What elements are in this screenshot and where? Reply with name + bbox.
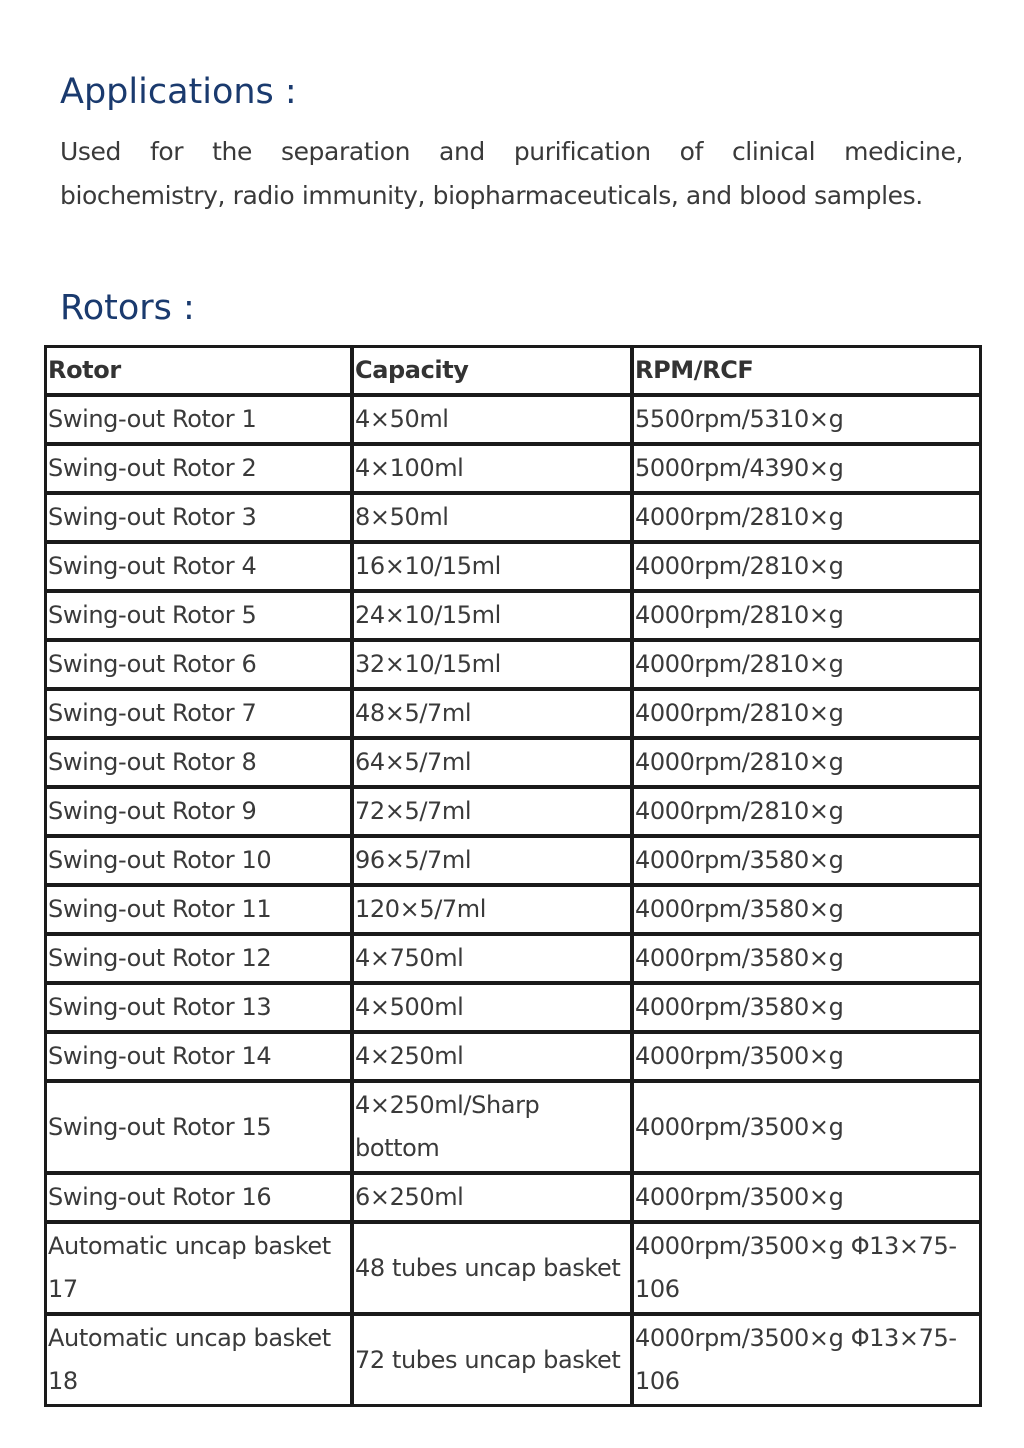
capacity-cell: 8×50ml [353, 494, 633, 543]
rpm-rcf-cell: 5000rpm/4390×g [633, 445, 982, 494]
capacity-cell: 120×5/7ml [353, 886, 633, 935]
capacity-cell: 4×100ml [353, 445, 633, 494]
rotor-cell: Swing-out Rotor 3 [46, 494, 353, 543]
capacity-cell: 4×50ml [353, 396, 633, 445]
rotor-cell: Swing-out Rotor 6 [46, 641, 353, 690]
capacity-cell: 96×5/7ml [353, 837, 633, 886]
rotor-cell: Swing-out Rotor 2 [46, 445, 353, 494]
rotor-cell: Swing-out Rotor 4 [46, 543, 353, 592]
capacity-cell: 4×500ml [353, 984, 633, 1033]
rpm-rcf-cell: 4000rpm/3500×g [633, 1082, 982, 1174]
rotor-cell: Swing-out Rotor 16 [46, 1174, 353, 1223]
capacity-cell: 6×250ml [353, 1174, 633, 1223]
capacity-cell: 48×5/7ml [353, 690, 633, 739]
applications-heading: Applications : [60, 72, 297, 112]
column-header-rpm-rcf: RPM/RCF [633, 347, 982, 396]
rotor-cell: Automatic uncap basket 18 [46, 1315, 353, 1407]
rpm-rcf-cell: 4000rpm/2810×g [633, 494, 982, 543]
rotor-cell: Automatic uncap basket 17 [46, 1223, 353, 1315]
capacity-cell: 72×5/7ml [353, 788, 633, 837]
rpm-rcf-cell: 4000rpm/2810×g [633, 592, 982, 641]
table-row [46, 886, 982, 935]
rpm-rcf-cell: 4000rpm/3500×g Φ13×75-106 [633, 1315, 982, 1407]
rotors-table [44, 345, 982, 1407]
column-header-rotor: Rotor [46, 347, 353, 396]
table-header-row [46, 347, 982, 396]
table-row [46, 935, 982, 984]
rotor-cell: Swing-out Rotor 14 [46, 1033, 353, 1082]
rpm-rcf-cell: 4000rpm/2810×g [633, 690, 982, 739]
rotor-cell: Swing-out Rotor 15 [46, 1082, 353, 1174]
rpm-rcf-cell: 4000rpm/2810×g [633, 788, 982, 837]
table-row [46, 1033, 982, 1082]
rpm-rcf-cell: 4000rpm/3580×g [633, 984, 982, 1033]
rotors-heading: Rotors : [60, 288, 195, 328]
column-header-capacity: Capacity [353, 347, 633, 396]
table-row [46, 1315, 982, 1407]
capacity-cell: 32×10/15ml [353, 641, 633, 690]
rpm-rcf-cell: 4000rpm/2810×g [633, 641, 982, 690]
rotor-cell: Swing-out Rotor 13 [46, 984, 353, 1033]
table-row [46, 690, 982, 739]
table-row [46, 592, 982, 641]
table-row [46, 494, 982, 543]
table-row [46, 984, 982, 1033]
rotor-cell: Swing-out Rotor 5 [46, 592, 353, 641]
table-row [46, 1223, 982, 1315]
capacity-cell: 4×250ml [353, 1033, 633, 1082]
rpm-rcf-cell: 5500rpm/5310×g [633, 396, 982, 445]
rpm-rcf-cell: 4000rpm/3500×g [633, 1174, 982, 1223]
rpm-rcf-cell: 4000rpm/2810×g [633, 739, 982, 788]
rotor-cell: Swing-out Rotor 7 [46, 690, 353, 739]
table-row [46, 1082, 982, 1174]
table-row [46, 788, 982, 837]
rotor-cell: Swing-out Rotor 1 [46, 396, 353, 445]
capacity-cell: 4×250ml/Sharp bottom [353, 1082, 633, 1174]
table-row [46, 445, 982, 494]
rpm-rcf-cell: 4000rpm/3580×g [633, 837, 982, 886]
capacity-cell: 24×10/15ml [353, 592, 633, 641]
rpm-rcf-cell: 4000rpm/3500×g Φ13×75-106 [633, 1223, 982, 1315]
capacity-cell: 4×750ml [353, 935, 633, 984]
rotor-cell: Swing-out Rotor 10 [46, 837, 353, 886]
capacity-cell: 64×5/7ml [353, 739, 633, 788]
rotor-cell: Swing-out Rotor 12 [46, 935, 353, 984]
capacity-cell: 72 tubes uncap basket [353, 1315, 633, 1407]
table-row [46, 641, 982, 690]
table-row [46, 739, 982, 788]
table-row [46, 837, 982, 886]
rotors-table-body [46, 396, 982, 1407]
rotor-cell: Swing-out Rotor 8 [46, 739, 353, 788]
rotor-cell: Swing-out Rotor 9 [46, 788, 353, 837]
rpm-rcf-cell: 4000rpm/3500×g [633, 1033, 982, 1082]
rpm-rcf-cell: 4000rpm/3580×g [633, 886, 982, 935]
table-row [46, 396, 982, 445]
capacity-cell: 16×10/15ml [353, 543, 633, 592]
rpm-rcf-cell: 4000rpm/3580×g [633, 935, 982, 984]
table-row [46, 1174, 982, 1223]
applications-description: Used for the separation and purification of clinical medicine, biochemistry, radio immunity, biopharmaceuticals, and blood samples. [60, 137, 963, 210]
table-row [46, 543, 982, 592]
capacity-cell: 48 tubes uncap basket [353, 1223, 633, 1315]
rpm-rcf-cell: 4000rpm/2810×g [633, 543, 982, 592]
rotor-cell: Swing-out Rotor 11 [46, 886, 353, 935]
